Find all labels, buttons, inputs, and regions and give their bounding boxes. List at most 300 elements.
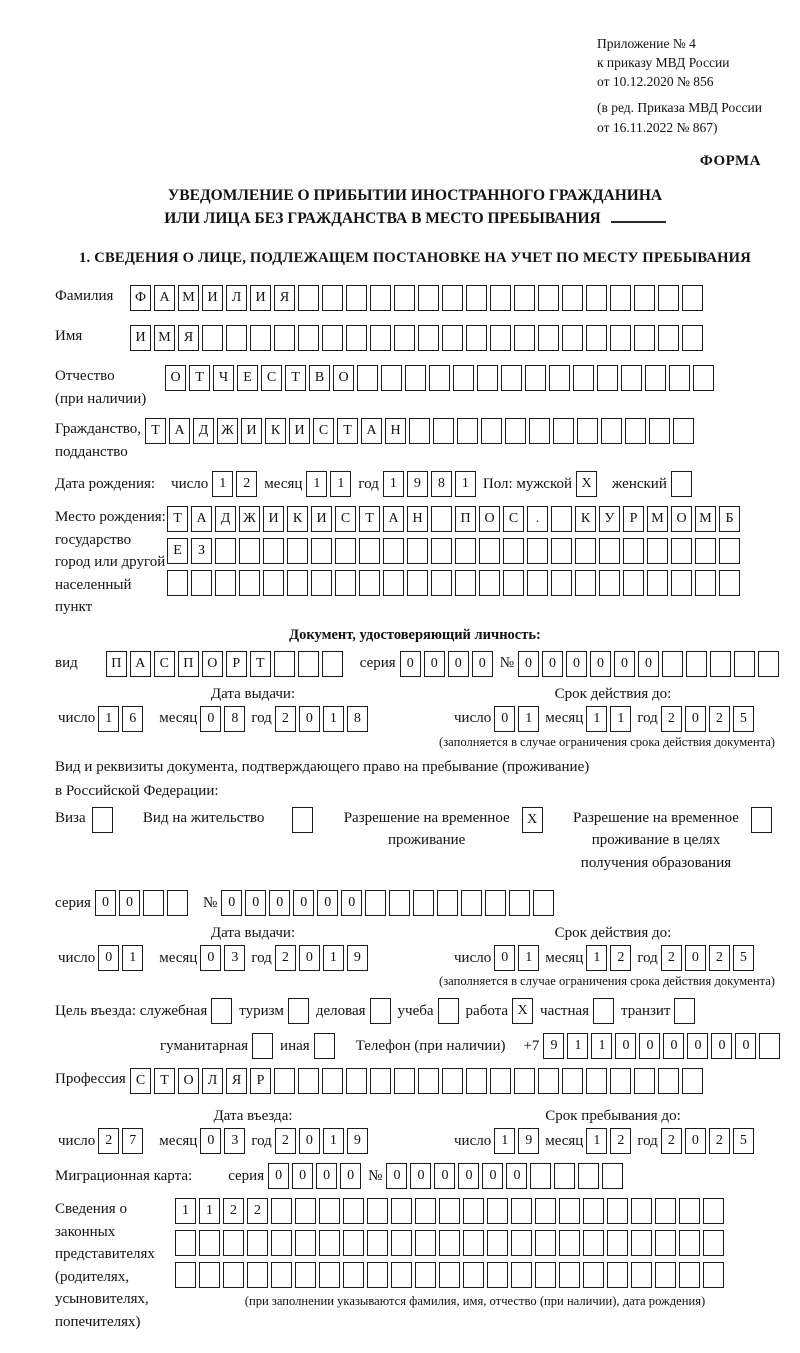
cell[interactable] bbox=[631, 1230, 652, 1256]
cell[interactable] bbox=[601, 418, 622, 444]
cell[interactable]: 0 bbox=[200, 945, 221, 971]
cell[interactable]: 0 bbox=[482, 1163, 503, 1189]
cell[interactable]: 9 bbox=[347, 945, 368, 971]
cell[interactable] bbox=[226, 325, 247, 351]
cell[interactable] bbox=[509, 890, 530, 916]
cell[interactable]: 2 bbox=[98, 1128, 119, 1154]
cell[interactable] bbox=[669, 365, 690, 391]
cell[interactable]: 0 bbox=[317, 890, 338, 916]
cell[interactable] bbox=[490, 325, 511, 351]
cell[interactable]: И bbox=[311, 506, 332, 532]
cell[interactable] bbox=[415, 1198, 436, 1224]
cell[interactable]: 1 bbox=[610, 706, 631, 732]
cell[interactable] bbox=[490, 1068, 511, 1094]
cell[interactable]: 2 bbox=[610, 945, 631, 971]
cell[interactable]: 1 bbox=[330, 471, 351, 497]
cell[interactable]: М bbox=[178, 285, 199, 311]
cell[interactable] bbox=[538, 285, 559, 311]
cell[interactable]: О bbox=[202, 651, 223, 677]
cell[interactable]: 2 bbox=[610, 1128, 631, 1154]
cell[interactable] bbox=[311, 538, 332, 564]
cell[interactable]: 0 bbox=[711, 1033, 732, 1059]
cell[interactable] bbox=[674, 998, 695, 1024]
cell[interactable]: 0 bbox=[472, 651, 493, 677]
cell[interactable] bbox=[485, 890, 506, 916]
cell[interactable] bbox=[319, 1198, 340, 1224]
cell[interactable] bbox=[634, 1068, 655, 1094]
cell[interactable]: 0 bbox=[614, 651, 635, 677]
cell[interactable] bbox=[314, 1033, 335, 1059]
cell[interactable] bbox=[577, 418, 598, 444]
cell[interactable] bbox=[514, 325, 535, 351]
cell[interactable] bbox=[554, 1163, 575, 1189]
cell[interactable] bbox=[610, 1068, 631, 1094]
cell[interactable] bbox=[383, 570, 404, 596]
cell[interactable]: X bbox=[512, 998, 533, 1024]
cell[interactable] bbox=[658, 1068, 679, 1094]
cell[interactable]: 0 bbox=[506, 1163, 527, 1189]
cell[interactable] bbox=[191, 570, 212, 596]
cell[interactable] bbox=[597, 365, 618, 391]
cell[interactable] bbox=[394, 325, 415, 351]
cell[interactable]: 1 bbox=[323, 1128, 344, 1154]
cell[interactable] bbox=[439, 1262, 460, 1288]
cell[interactable]: А bbox=[191, 506, 212, 532]
cell[interactable] bbox=[671, 538, 692, 564]
cell[interactable]: Т bbox=[359, 506, 380, 532]
cell[interactable]: 8 bbox=[224, 706, 245, 732]
visa-checkbox[interactable] bbox=[92, 807, 113, 833]
cell[interactable] bbox=[455, 538, 476, 564]
cell[interactable] bbox=[322, 1068, 343, 1094]
cell[interactable] bbox=[503, 538, 524, 564]
cell[interactable] bbox=[634, 325, 655, 351]
cell[interactable] bbox=[679, 1198, 700, 1224]
cell[interactable] bbox=[647, 538, 668, 564]
cell[interactable]: Н bbox=[407, 506, 428, 532]
cell[interactable] bbox=[215, 570, 236, 596]
cell[interactable]: 0 bbox=[386, 1163, 407, 1189]
cell[interactable] bbox=[359, 570, 380, 596]
cell[interactable] bbox=[199, 1262, 220, 1288]
cell[interactable] bbox=[298, 651, 319, 677]
cell[interactable] bbox=[623, 538, 644, 564]
cell[interactable]: 0 bbox=[494, 945, 515, 971]
cell[interactable] bbox=[263, 570, 284, 596]
cell[interactable] bbox=[602, 1163, 623, 1189]
cell[interactable] bbox=[703, 1198, 724, 1224]
cell[interactable]: 0 bbox=[95, 890, 116, 916]
cell[interactable]: . bbox=[527, 506, 548, 532]
cell[interactable]: 0 bbox=[687, 1033, 708, 1059]
cell[interactable] bbox=[453, 365, 474, 391]
cell[interactable]: 0 bbox=[518, 651, 539, 677]
cell[interactable] bbox=[559, 1230, 580, 1256]
cell[interactable] bbox=[479, 570, 500, 596]
cell[interactable] bbox=[335, 538, 356, 564]
cell[interactable] bbox=[389, 890, 410, 916]
cell[interactable] bbox=[631, 1262, 652, 1288]
cell[interactable] bbox=[758, 651, 779, 677]
cell[interactable] bbox=[370, 998, 391, 1024]
cell[interactable]: 1 bbox=[323, 945, 344, 971]
cell[interactable]: Т bbox=[337, 418, 358, 444]
cell[interactable] bbox=[202, 325, 223, 351]
cell[interactable]: 0 bbox=[590, 651, 611, 677]
cell[interactable] bbox=[649, 418, 670, 444]
cell[interactable]: 0 bbox=[98, 945, 119, 971]
cell[interactable]: 2 bbox=[236, 471, 257, 497]
cell[interactable]: Ч bbox=[213, 365, 234, 391]
cell[interactable] bbox=[365, 890, 386, 916]
cell[interactable] bbox=[199, 1230, 220, 1256]
cell[interactable] bbox=[679, 1262, 700, 1288]
cell[interactable]: 0 bbox=[269, 890, 290, 916]
cell[interactable]: 2 bbox=[275, 945, 296, 971]
cell[interactable] bbox=[586, 1068, 607, 1094]
residence-permit-checkbox[interactable] bbox=[292, 807, 313, 833]
cell[interactable]: П bbox=[106, 651, 127, 677]
cell[interactable] bbox=[490, 285, 511, 311]
cell[interactable] bbox=[647, 570, 668, 596]
cell[interactable]: 0 bbox=[316, 1163, 337, 1189]
cell[interactable] bbox=[655, 1230, 676, 1256]
cell[interactable] bbox=[167, 570, 188, 596]
cell[interactable] bbox=[710, 651, 731, 677]
cell[interactable]: И bbox=[250, 285, 271, 311]
cell[interactable]: 0 bbox=[424, 651, 445, 677]
cell[interactable]: 3 bbox=[224, 945, 245, 971]
cell[interactable] bbox=[319, 1262, 340, 1288]
cell[interactable] bbox=[295, 1198, 316, 1224]
cell[interactable] bbox=[367, 1262, 388, 1288]
cell[interactable]: Я bbox=[178, 325, 199, 351]
cell[interactable]: 0 bbox=[638, 651, 659, 677]
cell[interactable]: 0 bbox=[448, 651, 469, 677]
cell[interactable]: 0 bbox=[299, 945, 320, 971]
cell[interactable] bbox=[391, 1262, 412, 1288]
cell[interactable]: Я bbox=[226, 1068, 247, 1094]
cell[interactable] bbox=[466, 1068, 487, 1094]
cell[interactable] bbox=[431, 506, 452, 532]
cell[interactable] bbox=[481, 418, 502, 444]
cell[interactable]: 0 bbox=[200, 1128, 221, 1154]
cell[interactable] bbox=[719, 570, 740, 596]
cell[interactable] bbox=[322, 285, 343, 311]
cell[interactable] bbox=[610, 325, 631, 351]
cell[interactable]: Т bbox=[250, 651, 271, 677]
cell[interactable] bbox=[223, 1262, 244, 1288]
cell[interactable]: 0 bbox=[494, 706, 515, 732]
cell[interactable] bbox=[607, 1262, 628, 1288]
cell[interactable]: 1 bbox=[175, 1198, 196, 1224]
cell[interactable] bbox=[679, 1230, 700, 1256]
cell[interactable] bbox=[381, 365, 402, 391]
cell[interactable] bbox=[527, 570, 548, 596]
cell[interactable] bbox=[167, 890, 188, 916]
cell[interactable] bbox=[607, 1198, 628, 1224]
cell[interactable]: К bbox=[265, 418, 286, 444]
cell[interactable]: Т bbox=[189, 365, 210, 391]
cell[interactable]: 9 bbox=[407, 471, 428, 497]
cell[interactable] bbox=[625, 418, 646, 444]
cell[interactable] bbox=[394, 1068, 415, 1094]
cell[interactable]: М bbox=[695, 506, 716, 532]
cell[interactable] bbox=[487, 1198, 508, 1224]
cell[interactable] bbox=[343, 1198, 364, 1224]
cell[interactable]: С bbox=[130, 1068, 151, 1094]
cell[interactable]: 2 bbox=[709, 706, 730, 732]
cell[interactable]: А bbox=[169, 418, 190, 444]
cell[interactable]: 1 bbox=[518, 945, 539, 971]
cell[interactable] bbox=[429, 365, 450, 391]
cell[interactable]: 5 bbox=[733, 945, 754, 971]
cell[interactable]: Н bbox=[385, 418, 406, 444]
cell[interactable] bbox=[607, 1230, 628, 1256]
cell[interactable] bbox=[298, 325, 319, 351]
cell[interactable] bbox=[391, 1230, 412, 1256]
cell[interactable] bbox=[514, 285, 535, 311]
cell[interactable] bbox=[645, 365, 666, 391]
cell[interactable]: А bbox=[154, 285, 175, 311]
cell[interactable] bbox=[409, 418, 430, 444]
cell[interactable] bbox=[343, 1262, 364, 1288]
cell[interactable]: 0 bbox=[340, 1163, 361, 1189]
cell[interactable] bbox=[662, 651, 683, 677]
cell[interactable]: С bbox=[261, 365, 282, 391]
cell[interactable] bbox=[538, 1068, 559, 1094]
cell[interactable]: 0 bbox=[685, 1128, 706, 1154]
cell[interactable]: 5 bbox=[733, 706, 754, 732]
cell[interactable] bbox=[535, 1198, 556, 1224]
cell[interactable]: С bbox=[335, 506, 356, 532]
cell[interactable]: С bbox=[503, 506, 524, 532]
cell[interactable] bbox=[671, 471, 692, 497]
cell[interactable] bbox=[287, 538, 308, 564]
cell[interactable] bbox=[298, 285, 319, 311]
cell[interactable] bbox=[535, 1230, 556, 1256]
cell[interactable] bbox=[535, 1262, 556, 1288]
cell[interactable] bbox=[695, 570, 716, 596]
cell[interactable] bbox=[682, 325, 703, 351]
cell[interactable] bbox=[367, 1230, 388, 1256]
cell[interactable] bbox=[463, 1230, 484, 1256]
cell[interactable]: 1 bbox=[199, 1198, 220, 1224]
cell[interactable] bbox=[686, 651, 707, 677]
cell[interactable] bbox=[223, 1230, 244, 1256]
cell[interactable] bbox=[383, 538, 404, 564]
cell[interactable] bbox=[346, 325, 367, 351]
cell[interactable] bbox=[391, 1198, 412, 1224]
cell[interactable]: Ф bbox=[130, 285, 151, 311]
temporary-residence-checkbox[interactable]: X bbox=[522, 807, 543, 833]
cell[interactable]: Д bbox=[193, 418, 214, 444]
cell[interactable]: 1 bbox=[586, 1128, 607, 1154]
cell[interactable] bbox=[583, 1230, 604, 1256]
cell[interactable] bbox=[263, 538, 284, 564]
cell[interactable] bbox=[530, 1163, 551, 1189]
cell[interactable]: 1 bbox=[122, 945, 143, 971]
cell[interactable] bbox=[215, 538, 236, 564]
cell[interactable] bbox=[370, 1068, 391, 1094]
cell[interactable] bbox=[575, 570, 596, 596]
temporary-residence-education-checkbox[interactable] bbox=[751, 807, 772, 833]
cell[interactable]: Ж bbox=[239, 506, 260, 532]
cell[interactable]: А bbox=[383, 506, 404, 532]
cell[interactable]: 1 bbox=[306, 471, 327, 497]
cell[interactable]: 8 bbox=[431, 471, 452, 497]
cell[interactable] bbox=[559, 1198, 580, 1224]
cell[interactable] bbox=[559, 1262, 580, 1288]
cell[interactable] bbox=[703, 1230, 724, 1256]
cell[interactable] bbox=[442, 1068, 463, 1094]
cell[interactable]: А bbox=[130, 651, 151, 677]
cell[interactable]: Ж bbox=[217, 418, 238, 444]
cell[interactable] bbox=[551, 506, 572, 532]
cell[interactable]: 1 bbox=[591, 1033, 612, 1059]
cell[interactable] bbox=[479, 538, 500, 564]
cell[interactable]: 0 bbox=[434, 1163, 455, 1189]
cell[interactable]: О bbox=[479, 506, 500, 532]
cell[interactable] bbox=[211, 998, 232, 1024]
cell[interactable]: В bbox=[309, 365, 330, 391]
cell[interactable] bbox=[343, 1230, 364, 1256]
cell[interactable]: Е bbox=[237, 365, 258, 391]
cell[interactable] bbox=[407, 538, 428, 564]
cell[interactable] bbox=[562, 1068, 583, 1094]
cell[interactable]: И bbox=[130, 325, 151, 351]
cell[interactable]: И bbox=[241, 418, 262, 444]
cell[interactable]: О bbox=[165, 365, 186, 391]
cell[interactable] bbox=[599, 538, 620, 564]
cell[interactable]: 0 bbox=[685, 945, 706, 971]
cell[interactable] bbox=[631, 1198, 652, 1224]
cell[interactable] bbox=[415, 1262, 436, 1288]
cell[interactable]: 1 bbox=[98, 706, 119, 732]
cell[interactable]: 2 bbox=[661, 1128, 682, 1154]
cell[interactable] bbox=[583, 1198, 604, 1224]
cell[interactable] bbox=[514, 1068, 535, 1094]
cell[interactable]: И bbox=[289, 418, 310, 444]
cell[interactable] bbox=[538, 325, 559, 351]
cell[interactable] bbox=[239, 538, 260, 564]
cell[interactable]: 0 bbox=[615, 1033, 636, 1059]
cell[interactable]: 0 bbox=[119, 890, 140, 916]
cell[interactable] bbox=[346, 1068, 367, 1094]
cell[interactable] bbox=[734, 651, 755, 677]
cell[interactable] bbox=[252, 1033, 273, 1059]
cell[interactable]: 9 bbox=[518, 1128, 539, 1154]
cell[interactable]: 0 bbox=[299, 706, 320, 732]
cell[interactable] bbox=[703, 1262, 724, 1288]
cell[interactable]: О bbox=[178, 1068, 199, 1094]
cell[interactable]: 1 bbox=[323, 706, 344, 732]
cell[interactable] bbox=[322, 651, 343, 677]
cell[interactable] bbox=[405, 365, 426, 391]
cell[interactable]: 0 bbox=[293, 890, 314, 916]
cell[interactable]: 0 bbox=[292, 1163, 313, 1189]
cell[interactable] bbox=[586, 325, 607, 351]
cell[interactable] bbox=[655, 1262, 676, 1288]
cell[interactable]: 0 bbox=[299, 1128, 320, 1154]
cell[interactable] bbox=[578, 1163, 599, 1189]
cell[interactable] bbox=[418, 285, 439, 311]
cell[interactable] bbox=[346, 285, 367, 311]
cell[interactable] bbox=[413, 890, 434, 916]
cell[interactable]: 6 bbox=[122, 706, 143, 732]
cell[interactable] bbox=[487, 1230, 508, 1256]
cell[interactable] bbox=[501, 365, 522, 391]
cell[interactable] bbox=[322, 325, 343, 351]
cell[interactable] bbox=[549, 365, 570, 391]
cell[interactable] bbox=[359, 538, 380, 564]
cell[interactable]: М bbox=[154, 325, 175, 351]
cell[interactable]: И bbox=[202, 285, 223, 311]
cell[interactable] bbox=[466, 325, 487, 351]
cell[interactable]: Л bbox=[226, 285, 247, 311]
cell[interactable] bbox=[439, 1230, 460, 1256]
cell[interactable] bbox=[431, 570, 452, 596]
cell[interactable] bbox=[431, 538, 452, 564]
cell[interactable] bbox=[673, 418, 694, 444]
cell[interactable]: Р bbox=[623, 506, 644, 532]
cell[interactable] bbox=[477, 365, 498, 391]
cell[interactable]: 2 bbox=[661, 945, 682, 971]
cell[interactable]: 0 bbox=[542, 651, 563, 677]
cell[interactable] bbox=[357, 365, 378, 391]
cell[interactable] bbox=[367, 1198, 388, 1224]
cell[interactable] bbox=[418, 1068, 439, 1094]
cell[interactable]: М bbox=[647, 506, 668, 532]
cell[interactable] bbox=[288, 998, 309, 1024]
cell[interactable]: Д bbox=[215, 506, 236, 532]
cell[interactable] bbox=[319, 1230, 340, 1256]
cell[interactable] bbox=[442, 285, 463, 311]
cell[interactable] bbox=[143, 890, 164, 916]
cell[interactable]: 2 bbox=[223, 1198, 244, 1224]
cell[interactable]: 0 bbox=[410, 1163, 431, 1189]
cell[interactable]: 9 bbox=[347, 1128, 368, 1154]
cell[interactable] bbox=[175, 1230, 196, 1256]
cell[interactable]: З bbox=[191, 538, 212, 564]
cell[interactable] bbox=[271, 1198, 292, 1224]
cell[interactable] bbox=[562, 285, 583, 311]
cell[interactable]: 1 bbox=[567, 1033, 588, 1059]
cell[interactable]: Т bbox=[167, 506, 188, 532]
cell[interactable] bbox=[457, 418, 478, 444]
cell[interactable]: 0 bbox=[221, 890, 242, 916]
cell[interactable]: П bbox=[455, 506, 476, 532]
cell[interactable]: Р bbox=[250, 1068, 271, 1094]
cell[interactable]: Т bbox=[145, 418, 166, 444]
cell[interactable] bbox=[693, 365, 714, 391]
cell[interactable]: У bbox=[599, 506, 620, 532]
cell[interactable]: Б bbox=[719, 506, 740, 532]
cell[interactable] bbox=[247, 1230, 268, 1256]
cell[interactable] bbox=[487, 1262, 508, 1288]
cell[interactable]: 1 bbox=[586, 706, 607, 732]
cell[interactable] bbox=[551, 538, 572, 564]
cell[interactable]: 8 bbox=[347, 706, 368, 732]
cell[interactable] bbox=[271, 1262, 292, 1288]
cell[interactable] bbox=[239, 570, 260, 596]
cell[interactable] bbox=[562, 325, 583, 351]
cell[interactable]: 0 bbox=[341, 890, 362, 916]
cell[interactable]: С bbox=[154, 651, 175, 677]
cell[interactable] bbox=[442, 325, 463, 351]
cell[interactable] bbox=[298, 1068, 319, 1094]
cell[interactable] bbox=[455, 570, 476, 596]
